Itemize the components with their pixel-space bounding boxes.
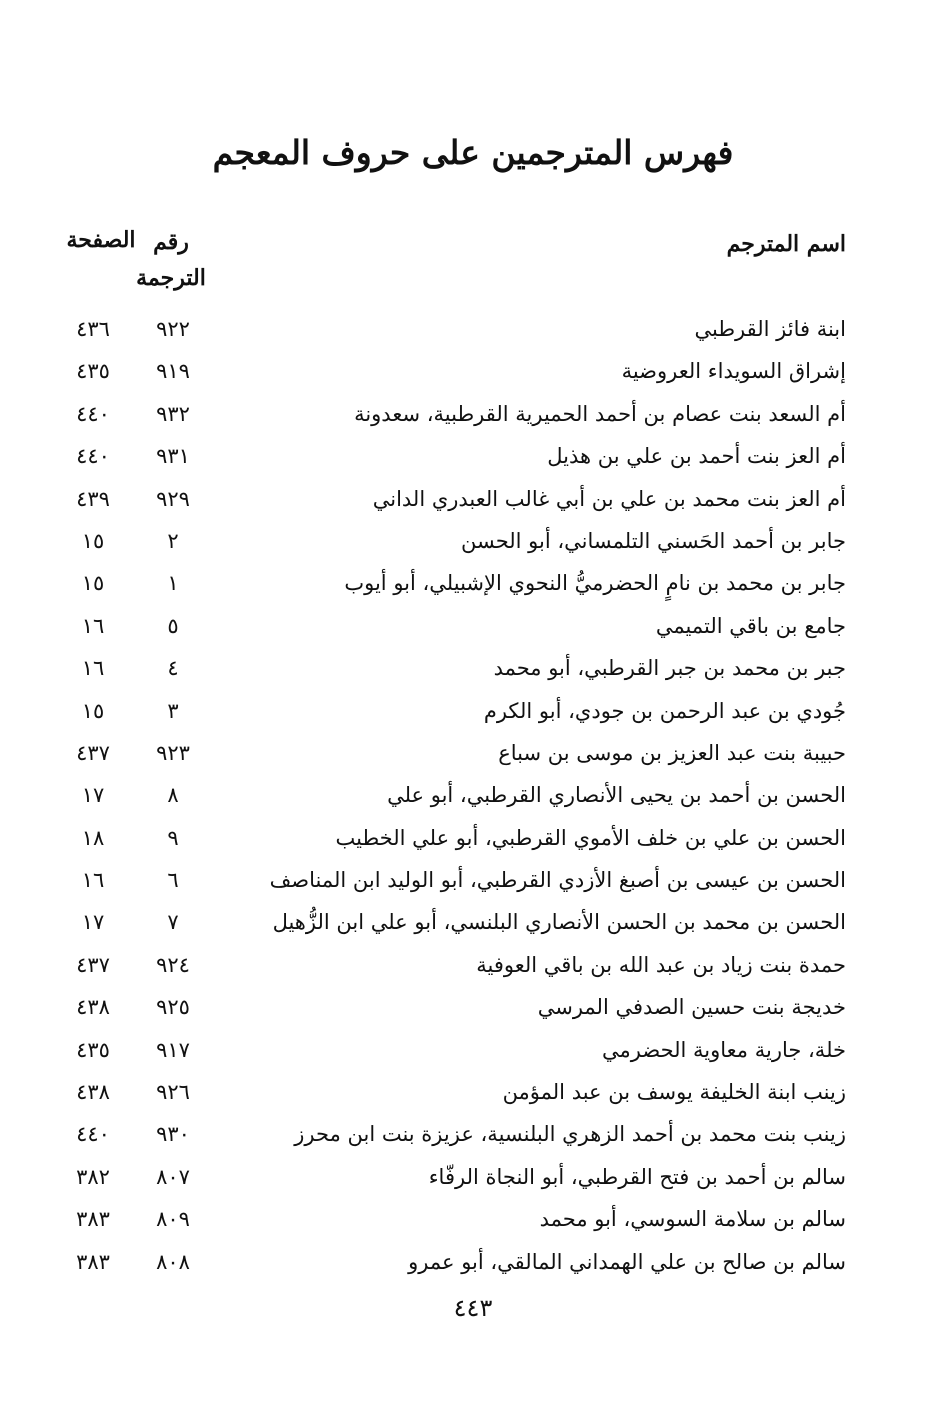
index-row xyxy=(0,647,946,689)
entry-number: ٩٢٥ xyxy=(156,995,190,1020)
entry-number: ٩١٧ xyxy=(156,1037,190,1062)
entry-name: أم السعد بنت عصام بن أحمد الحميرية القرطبية، سعدونة xyxy=(354,401,846,426)
entry-number: ٩٣٢ xyxy=(156,401,190,426)
entry-page: ١٨ xyxy=(81,825,105,850)
page-number: ٤٤٣ xyxy=(453,1294,493,1322)
entry-name: الحسن بن أحمد بن يحيى الأنصاري القرطبي، أبو علي xyxy=(387,783,846,808)
column-header-number-line2: الترجمة xyxy=(136,265,206,291)
entry-number: ٩٢٦ xyxy=(156,1080,190,1105)
index-row xyxy=(0,774,946,816)
column-header-number-line1: رقم xyxy=(153,229,189,255)
entry-number: ٣ xyxy=(167,698,179,723)
entry-name: خلة، جارية معاوية الحضرمي xyxy=(602,1037,846,1062)
entry-page: ٣٨٢ xyxy=(76,1164,110,1189)
entry-number: ٩ xyxy=(167,825,179,850)
index-row xyxy=(0,1156,946,1198)
index-row xyxy=(0,350,946,392)
column-header-page: الصفحة xyxy=(66,227,136,253)
entry-name: الحسن بن علي بن خلف الأموي القرطبي، أبو علي الخطيب xyxy=(335,825,846,850)
index-row xyxy=(0,944,946,986)
index-row xyxy=(0,732,946,774)
entry-name: حمدة بنت زياد بن عبد الله بن باقي العوفية xyxy=(476,952,846,977)
entry-name: جابر بن أحمد الحَسني التلمساني، أبو الحسن xyxy=(461,528,846,553)
entry-page: ١٧ xyxy=(81,783,105,808)
entry-name: إشراق السويداء العروضية xyxy=(621,359,846,384)
index-row xyxy=(0,1029,946,1071)
index-row xyxy=(0,1241,946,1283)
page-title: فهرس المترجمين على حروف المعجم xyxy=(212,133,734,172)
index-row xyxy=(0,393,946,435)
entry-name: سالم بن أحمد بن فتح القرطبي، أبو النجاة الرفّاء xyxy=(428,1164,846,1189)
entry-number: ٥ xyxy=(167,613,179,638)
entry-name: أم العز بنت محمد بن علي بن أبي غالب العبدري الداني xyxy=(372,486,846,511)
entry-name: ابنة فائز القرطبي xyxy=(694,317,846,341)
index-row xyxy=(0,308,946,350)
index-row xyxy=(0,1113,946,1155)
entry-number: ٨٠٨ xyxy=(156,1249,190,1274)
entry-page: ١٦ xyxy=(81,656,105,681)
index-row xyxy=(0,986,946,1028)
entry-name: سالم بن سلامة السوسي، أبو محمد xyxy=(539,1207,846,1232)
entry-page: ٤٤٠ xyxy=(76,1122,110,1147)
entry-name: خديجة بنت حسين الصدفي المرسي xyxy=(537,995,846,1020)
index-row xyxy=(0,690,946,732)
entry-page: ١٧ xyxy=(81,910,105,935)
entry-page: ٤٣٧ xyxy=(76,952,110,977)
index-entries xyxy=(0,308,946,1283)
entry-number: ٩٣٠ xyxy=(156,1122,190,1147)
entry-number: ٧ xyxy=(167,910,179,935)
entry-name: جابر بن محمد بن نامٍ الحضرميُّ النحوي الإشبيلي، أبو أيوب xyxy=(344,571,846,596)
entry-page: ١٥ xyxy=(81,528,105,553)
index-row xyxy=(0,478,946,520)
entry-page: ١٥ xyxy=(81,698,105,723)
entry-name: الحسن بن عيسى بن أصبغ الأزدي القرطبي، أبو الوليد ابن المناصف xyxy=(269,868,846,893)
entry-page: ٣٨٣ xyxy=(76,1249,110,1274)
entry-page: ٤٣٨ xyxy=(76,1080,110,1105)
entry-number: ٢ xyxy=(167,528,179,553)
index-row xyxy=(0,901,946,943)
index-row xyxy=(0,1071,946,1113)
index-row xyxy=(0,605,946,647)
column-header-name: اسم المترجم xyxy=(726,231,846,257)
entry-page: ٤٣٥ xyxy=(76,359,110,384)
entry-name: جامع بن باقي التميمي xyxy=(655,613,846,638)
index-row xyxy=(0,1198,946,1240)
entry-name: زينب ابنة الخليفة يوسف بن عبد المؤمن xyxy=(502,1080,846,1105)
entry-number: ٩٢٩ xyxy=(156,486,190,511)
entry-page: ٤٣٦ xyxy=(76,317,110,341)
entry-name: جبر بن محمد بن جبر القرطبي، أبو محمد xyxy=(493,656,846,681)
entry-number: ٤ xyxy=(167,656,179,681)
entry-page: ١٥ xyxy=(81,571,105,596)
entry-number: ٩٢٤ xyxy=(156,952,190,977)
entry-page: ٤٤٠ xyxy=(76,401,110,426)
entry-page: ٤٣٨ xyxy=(76,995,110,1020)
index-row xyxy=(0,817,946,859)
entry-page: ٣٨٣ xyxy=(76,1207,110,1232)
index-row xyxy=(0,520,946,562)
entry-name: جُودي بن عبد الرحمن بن جودي، أبو الكرم xyxy=(483,698,846,723)
index-row xyxy=(0,562,946,604)
entry-number: ٩٣١ xyxy=(156,444,190,469)
entry-number: ٦ xyxy=(167,868,179,893)
entry-number: ٩٢٢ xyxy=(156,317,190,341)
entry-page: ١٦ xyxy=(81,868,105,893)
entry-page: ٤٣٩ xyxy=(76,486,110,511)
index-row xyxy=(0,859,946,901)
entry-number: ٩٢٣ xyxy=(156,740,190,765)
entry-number: ٩١٩ xyxy=(156,359,190,384)
entry-page: ٤٣٧ xyxy=(76,740,110,765)
entry-number: ٨ xyxy=(167,783,179,808)
entry-name: حبيبة بنت عبد العزيز بن موسى بن سباع xyxy=(498,740,846,765)
entry-number: ٨٠٩ xyxy=(156,1207,190,1232)
entry-number: ١ xyxy=(167,571,179,596)
entry-name: زينب بنت محمد بن أحمد الزهري البلنسية، عزيزة بنت ابن محرز xyxy=(294,1122,846,1147)
entry-number: ٨٠٧ xyxy=(156,1164,190,1189)
entry-page: ٤٣٥ xyxy=(76,1037,110,1062)
entry-name: أم العز بنت أحمد بن علي بن هذيل xyxy=(547,444,846,469)
entry-name: سالم بن صالح بن علي الهمداني المالقي، أبو عمرو xyxy=(408,1249,846,1274)
entry-page: ١٦ xyxy=(81,613,105,638)
index-row xyxy=(0,435,946,477)
entry-page: ٤٤٠ xyxy=(76,444,110,469)
entry-name: الحسن بن محمد بن الحسن الأنصاري البلنسي، أبو علي ابن الزُّهيل xyxy=(272,910,846,935)
